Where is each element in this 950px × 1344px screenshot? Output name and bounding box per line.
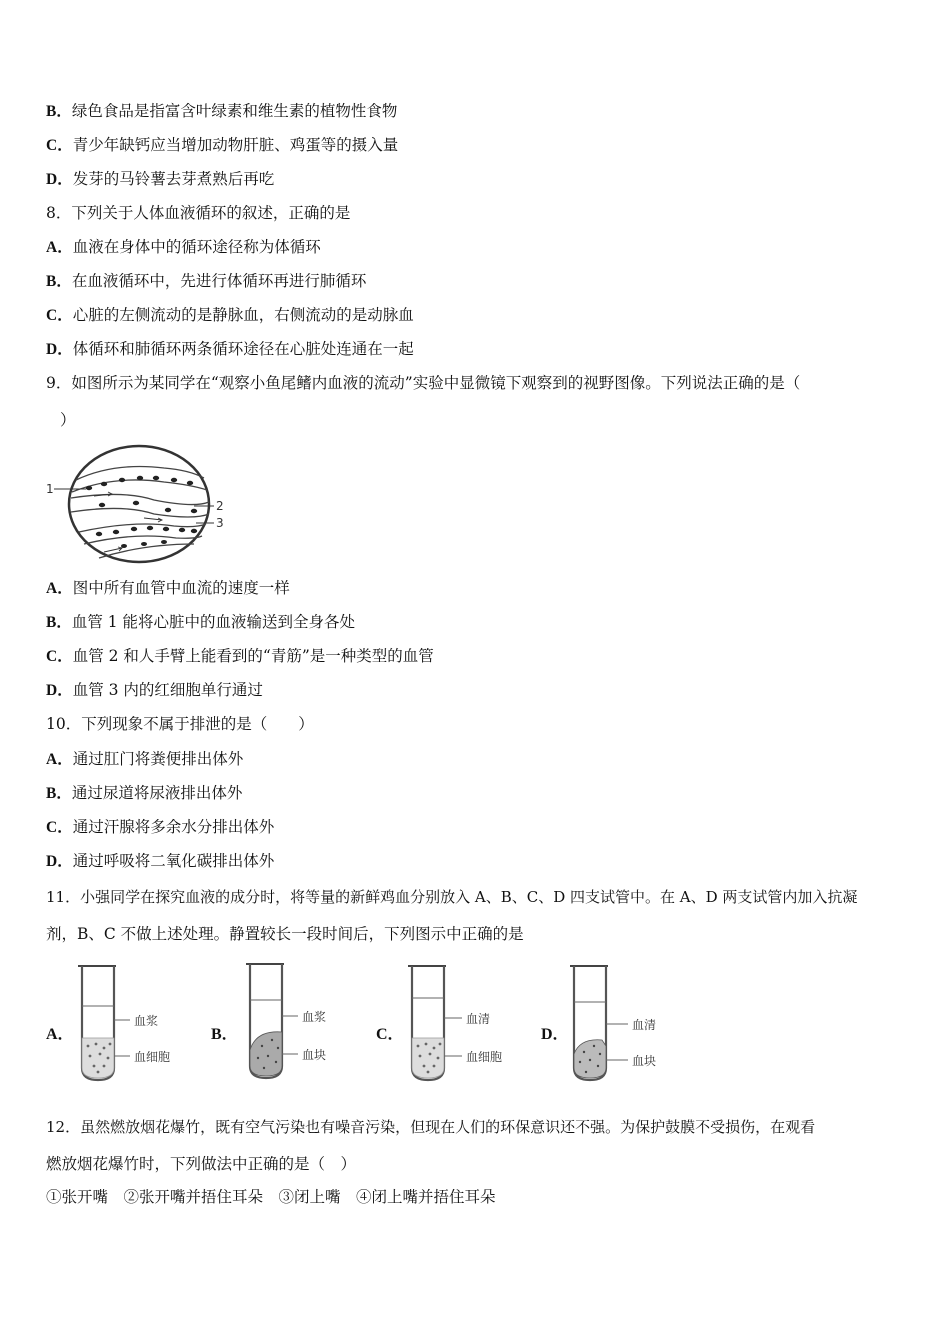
q8-option-d: D．体循环和肺循环两条循环途径在心脏处连通在一起 [46, 340, 414, 358]
q9-stem: 9．如图所示为某同学在“观察小鱼尾鳍内血液的流动”实验中显微镜下观察到的视野图像。下列说法正确的是（ [46, 374, 801, 392]
q11-option-c-label: C． [376, 1026, 404, 1043]
q10-option-b: B．通过尿道将尿液排出体外 [46, 784, 243, 802]
q10-option-a: A．通过肛门将粪便排出体外 [46, 750, 244, 768]
q11-stem-line1: 11．小强同学在探究血液的成分时，将等量的新鲜鸡血分别放入 A、B、C、D 四支试管中。在 A、D 两支试管内加入抗凝 [46, 888, 858, 906]
q12-choices: ①张开嘴 ②张开嘴并捂住耳朵 ③闭上嘴 ④闭上嘴并捂住耳朵 [46, 1188, 496, 1206]
q7-option-b: B．绿色食品是指富含叶绿素和维生素的植物性食物 [46, 102, 398, 120]
q10-stem: 10．下列现象不属于排泄的是（ ） [46, 715, 314, 733]
q9-stem-cont: ） [60, 411, 76, 429]
q7-option-d: D．发芽的马铃薯去芽煮熟后再吃 [46, 170, 275, 188]
q10-option-c: C．通过汗腺将多余水分排出体外 [46, 818, 275, 836]
tube-d-upper-label: 血清 [632, 1018, 657, 1032]
q8-option-b: B．在血液循环中，先进行体循环再进行肺循环 [46, 272, 367, 290]
q9-option-a: A．图中所有血管中血流的速度一样 [46, 579, 290, 597]
test-tube-b [242, 960, 352, 1082]
tube-b-upper-label: 血浆 [302, 1010, 327, 1024]
q9-option-b: B．血管 1 能将心脏中的血液输送到全身各处 [46, 613, 356, 631]
q9-option-d: D．血管 3 内的红细胞单行通过 [46, 681, 263, 699]
test-tube-c [404, 962, 529, 1084]
vessel-2-label: 2 [216, 499, 224, 513]
test-tube-a [72, 962, 192, 1084]
q11-option-b-label: B． [211, 1026, 238, 1043]
q8-option-a: A．血液在身体中的循环途径称为体循环 [46, 238, 321, 256]
q12-stem-line2: 燃放烟花爆竹时，下列做法中正确的是（ ） [46, 1155, 357, 1173]
q10-option-d: D．通过呼吸将二氧化碳排出体外 [46, 852, 275, 870]
tube-c-lower-label: 血细胞 [466, 1050, 503, 1064]
q12-stem-line1: 12．虽然燃放烟花爆竹，既有空气污染也有噪音污染，但现在人们的环保意识还不强。为保护鼓膜不受损伤，在观看 [46, 1118, 816, 1136]
q11-stem-line2: 剂，B、C 不做上述处理。静置较长一段时间后，下列图示中正确的是 [46, 925, 524, 943]
tube-b-lower-label: 血块 [302, 1048, 327, 1062]
q11-option-d-label: D． [541, 1026, 569, 1043]
q8-option-c: C．心脏的左侧流动的是静脉血，右侧流动的是动脉血 [46, 306, 414, 324]
vessel-3-label: 3 [216, 516, 224, 530]
tube-d-lower-label: 血块 [632, 1054, 657, 1068]
q7-option-c: C．青少年缺钙应当增加动物肝脏、鸡蛋等的摄入量 [46, 136, 399, 154]
q11-option-a-label: A． [46, 1026, 74, 1043]
tube-a-lower-label: 血细胞 [134, 1050, 171, 1064]
vessel-1-label: 1 [46, 482, 54, 496]
fish-tail-microscope-figure [44, 440, 234, 575]
q8-stem: 8．下列关于人体血液循环的叙述，正确的是 [46, 204, 351, 222]
q9-option-c: C．血管 2 和人手臂上能看到的“青筋”是一种类型的血管 [46, 647, 434, 665]
test-tube-d [566, 962, 686, 1084]
tube-c-upper-label: 血清 [466, 1012, 491, 1026]
tube-a-upper-label: 血浆 [134, 1014, 159, 1028]
